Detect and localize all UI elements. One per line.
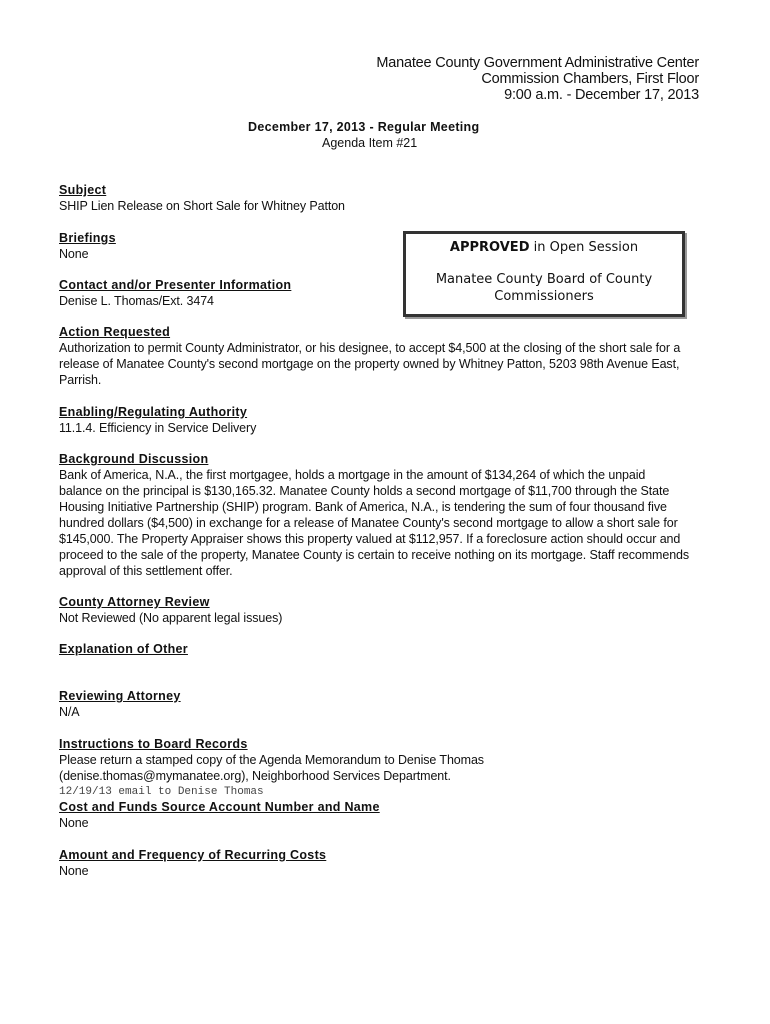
section-body: None: [59, 816, 89, 830]
section-contact: [59, 277, 389, 309]
section-background: [59, 451, 691, 579]
section-heading: County Attorney Review: [59, 595, 210, 609]
section-heading: Cost and Funds Source Account Number and Name: [59, 800, 380, 814]
header-line-3: 9:00 a.m. - December 17, 2013: [504, 87, 699, 103]
section-body: N/A: [59, 705, 80, 719]
section-subject: [59, 182, 699, 214]
document-header: [376, 55, 699, 103]
section-body: Denise L. Thomas/Ext. 3474: [59, 294, 214, 308]
section-body: Not Reviewed (No apparent legal issues): [59, 611, 283, 625]
section-heading: Instructions to Board Records: [59, 737, 248, 751]
section-heading: Reviewing Attorney: [59, 689, 181, 703]
section-attorney-review: [59, 594, 699, 626]
section-body: None: [59, 864, 89, 878]
approval-stamp: [403, 231, 685, 317]
section-body: SHIP Lien Release on Short Sale for Whitney Patton: [59, 199, 345, 213]
agenda-item: Agenda Item #21: [322, 136, 418, 150]
stamp-board: Manatee County Board of County Commissioners: [435, 272, 653, 304]
section-recurring-costs: [59, 847, 699, 879]
section-body: Authorization to permit County Administrator, or his designee, to accept $4,500 at the closing of the short sale for a release of Manatee County's second mortgage on the property owned by Whitney Patton, 5203 98th Avenue East, Parrish.: [59, 341, 681, 387]
section-heading: Amount and Frequency of Recurring Costs: [59, 848, 327, 862]
stamp-approved: APPROVED: [449, 240, 530, 255]
section-heading: Enabling/Regulating Authority: [59, 405, 248, 419]
section-explanation: [59, 641, 699, 657]
section-heading: Explanation of Other: [59, 642, 188, 656]
section-heading: Action Requested: [59, 325, 171, 339]
meeting-title: December 17, 2013 - Regular Meeting: [248, 120, 480, 134]
section-heading: Briefings: [59, 231, 116, 245]
header-line-2: Commission Chambers, First Floor: [481, 71, 699, 87]
section-body: 11.1.4. Efficiency in Service Delivery: [59, 421, 257, 435]
email-note: 12/19/13 email to Denise Thomas: [59, 786, 264, 798]
header-line-1: Manatee County Government Administrative Center: [376, 55, 699, 71]
section-action-requested: [59, 324, 699, 388]
section-body: None: [59, 247, 89, 261]
section-briefings: [59, 230, 389, 262]
section-instructions: [59, 736, 699, 800]
section-body: Please return a stamped copy of the Agenda Memorandum to Denise Thomas (denise.thomas@mymanatee.org), Neighborhood Services Department.: [59, 753, 484, 783]
section-cost: [59, 799, 699, 831]
section-heading: Contact and/or Presenter Information: [59, 278, 292, 292]
section-heading: Subject: [59, 183, 107, 197]
stamp-approved-rest: in Open Session: [529, 240, 639, 255]
section-heading: Background Discussion: [59, 452, 209, 466]
section-authority: [59, 404, 699, 436]
section-body: Bank of America, N.A., the first mortgagee, holds a mortgage in the amount of $134,264 of which the unpaid balance on the principal is $130,165.32. Manatee County holds a second mortgage of $11,700 through the State Housing Initiative Partnership (SHIP) program. Bank of America, N.A., is tendering the sum of four thousand five hundred dollars ($4,500) in exchange for a release of Manatee County's second mortgage to allow a short sale for $145,000. The Property Appraiser shows this property valued at $112,957. If a foreclosure action should occur and proceed to the sale of the property, Manatee County is certain to receive nothing on its mortgage. Staff recommends approval of this settlement offer.: [59, 468, 690, 578]
section-reviewing-attorney: [59, 688, 699, 720]
